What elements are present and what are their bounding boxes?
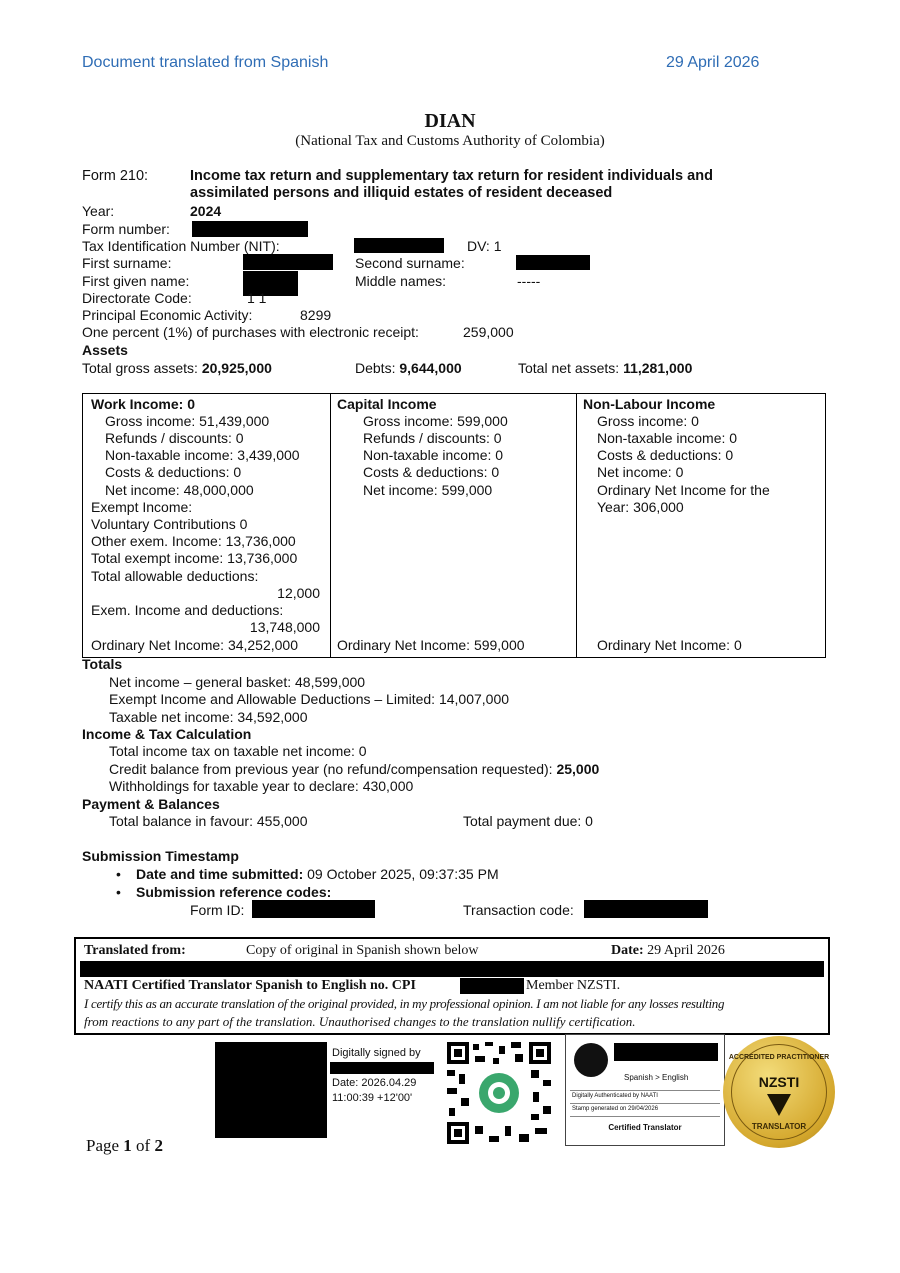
cert-date xyxy=(611,943,725,959)
work-costs: Costs & deductions: 0 xyxy=(105,464,242,480)
capital-net: Net income: 599,000 xyxy=(363,482,493,498)
capital-income-heading: Capital Income xyxy=(337,396,437,412)
total-income-tax: Total income tax on taxable net income: 0 xyxy=(109,743,367,759)
tax-calc-heading: Income & Tax Calculation xyxy=(82,726,252,742)
signature-redaction xyxy=(215,1042,327,1138)
activity-value: 8299 xyxy=(300,307,332,323)
transaction-label: Transaction code: xyxy=(463,902,574,918)
stamp-line-2: Stamp generated on 29/04/2026 xyxy=(572,1106,659,1112)
net-assets-value: 11,281,000 xyxy=(623,360,693,376)
form-number-label: Form number: xyxy=(82,221,170,237)
stamp-divider xyxy=(570,1103,720,1104)
debts-value: 9,644,000 xyxy=(399,360,462,376)
nonlabour-costs: Costs & deductions: 0 xyxy=(597,447,734,463)
stamp-footer: Certified Translator xyxy=(608,1123,682,1132)
naati-logo-icon xyxy=(574,1043,608,1077)
payment-due: Total payment due: 0 xyxy=(463,813,593,829)
dv-value: DV: 1 xyxy=(467,238,502,254)
withholdings: Withholdings for taxable year to declare: 430,000 xyxy=(109,778,414,794)
work-allowable-label: Total allowable deductions: xyxy=(91,568,259,584)
one-percent-label: One percent (1%) of purchases with electronic receipt: xyxy=(82,324,419,340)
credit-balance xyxy=(109,761,599,777)
form-title-line2: assimilated persons and illiquid estates of resident deceased xyxy=(190,185,613,201)
work-exem-ded-label: Exem. Income and deductions: xyxy=(91,602,284,618)
seal-emblem-icon xyxy=(767,1094,791,1116)
nzsti-member: Member NZSTI. xyxy=(526,978,621,993)
assets-heading: Assets xyxy=(82,342,128,358)
stamp-divider xyxy=(570,1116,720,1117)
work-income-heading: Work Income: 0 xyxy=(91,396,195,412)
work-allowable-value: 12,000 xyxy=(277,585,320,601)
submission-date-value: 09 October 2025, 09:37:35 PM xyxy=(307,866,499,882)
first-surname-label: First surname: xyxy=(82,255,172,271)
certify-line-1: I certify this as an accurate translation of the original provided, in my professional opinion. I am not liable for any losses resulting xyxy=(84,996,725,1011)
translation-note: Document translated from Spanish xyxy=(82,54,329,71)
year-label: Year: xyxy=(82,203,115,219)
work-other-exempt: Other exem. Income: 13,736,000 xyxy=(91,533,296,549)
signature-time: 11:00:39 +12'00' xyxy=(332,1092,413,1104)
totals-heading: Totals xyxy=(82,656,123,672)
nonlabour-ordinary-year-2: Year: 306,000 xyxy=(597,499,684,515)
stamp-language: Spanish > English xyxy=(624,1073,689,1082)
seal-center-text: NZSTI xyxy=(758,1074,800,1090)
translated-from-value: Copy of original in Spanish shown below xyxy=(246,943,479,958)
naati-stamp xyxy=(565,1034,725,1146)
activity-label: Principal Economic Activity: xyxy=(82,307,253,323)
redaction-block xyxy=(243,254,333,270)
submission-heading: Submission Timestamp xyxy=(82,848,239,864)
nonlabour-gross: Gross income: 0 xyxy=(597,413,699,429)
directorate-label: Directorate Code: xyxy=(82,290,192,306)
work-total-exempt: Total exempt income: 13,736,000 xyxy=(91,550,298,566)
nzsti-seal xyxy=(723,1036,835,1148)
page-number xyxy=(86,1136,163,1156)
redaction-block xyxy=(354,238,444,253)
seal-bottom-text: TRANSLATOR xyxy=(751,1122,807,1131)
credit-balance-label: Credit balance from previous year (no refund/compensation requested): xyxy=(109,761,557,777)
net-assets-label: Total net assets: xyxy=(518,360,624,376)
credit-balance-value: 25,000 xyxy=(556,761,600,777)
directorate-value: 1 1 xyxy=(247,290,267,306)
page-total: 2 xyxy=(154,1136,163,1155)
work-exem-ded-value: 13,748,000 xyxy=(249,619,320,635)
work-nontaxable: Non-taxable income: 3,439,000 xyxy=(105,447,300,463)
work-income-column xyxy=(83,394,331,657)
nonlabour-net: Net income: 0 xyxy=(597,464,684,480)
gross-assets-value: 20,925,000 xyxy=(201,360,272,376)
balance-favour: Total balance in favour: 455,000 xyxy=(109,813,308,829)
income-table xyxy=(82,393,826,658)
naati-line: NAATI Certified Translator Spanish to English no. CPI xyxy=(84,978,416,993)
net-assets xyxy=(518,360,692,376)
redaction-block xyxy=(584,900,708,918)
gross-assets-label: Total gross assets: xyxy=(82,360,202,376)
page-subtitle: (National Tax and Customs Authority of Colombia) xyxy=(295,133,605,149)
form-title-line1: Income tax return and supplementary tax return for resident individuals and xyxy=(190,168,713,184)
certification-box xyxy=(74,937,830,1035)
work-net: Net income: 48,000,000 xyxy=(105,482,254,498)
header-date: 29 April 2026 xyxy=(666,54,760,71)
work-gross: Gross income: 51,439,000 xyxy=(105,413,270,429)
redaction-block xyxy=(460,978,524,994)
form-id-label: Form ID: xyxy=(190,902,245,918)
page-current: 1 xyxy=(123,1136,132,1155)
one-percent-value: 259,000 xyxy=(463,324,514,340)
redaction-block xyxy=(192,221,308,237)
first-given-label: First given name: xyxy=(82,273,190,289)
stamp-line-1: Digitally Authenticated by NAATI xyxy=(572,1093,658,1099)
capital-nontaxable: Non-taxable income: 0 xyxy=(363,447,504,463)
cert-date-label: Date: xyxy=(611,943,644,958)
page-title: DIAN xyxy=(424,110,476,132)
payment-heading: Payment & Balances xyxy=(82,796,220,812)
debts-label: Debts: xyxy=(355,360,400,376)
signed-by: Digitally signed by xyxy=(332,1047,421,1059)
nonlabour-ordinary-year-1: Ordinary Net Income for the xyxy=(597,482,770,498)
nit-label: Tax Identification Number (NIT): xyxy=(82,238,280,254)
cert-date-value: 29 April 2026 xyxy=(643,943,725,958)
year-value: 2024 xyxy=(190,203,222,219)
submission-codes-label: Submission reference codes: xyxy=(136,884,332,900)
capital-income-column xyxy=(332,394,577,657)
capital-costs: Costs & deductions: 0 xyxy=(363,464,500,480)
signature-date: Date: 2026.04.29 xyxy=(332,1077,417,1089)
nonlabour-income-column xyxy=(578,394,825,657)
middle-names-value: ----- xyxy=(517,273,541,289)
work-refunds: Refunds / discounts: 0 xyxy=(105,430,244,446)
certify-line-2: from reactions to any part of the translation. Unauthorised changes to the translation nullify certification. xyxy=(84,1014,636,1029)
bullet-icon: • xyxy=(116,866,121,882)
redaction-block xyxy=(80,961,824,977)
page-of: of xyxy=(131,1136,155,1155)
stamp-divider xyxy=(570,1090,720,1091)
bullet-icon: • xyxy=(116,884,121,900)
middle-names-label: Middle names: xyxy=(355,273,447,289)
capital-ordinary: Ordinary Net Income: 599,000 xyxy=(337,637,525,653)
work-ordinary: Ordinary Net Income: 34,252,000 xyxy=(91,637,299,653)
page-label: Page xyxy=(86,1136,124,1155)
translated-from-label: Translated from: xyxy=(84,943,186,958)
totals-general: Net income – general basket: 48,599,000 xyxy=(109,674,366,690)
second-surname-label: Second surname: xyxy=(355,255,465,271)
capital-gross: Gross income: 599,000 xyxy=(363,413,508,429)
redaction-block xyxy=(516,255,590,270)
work-voluntary: Voluntary Contributions 0 xyxy=(91,516,248,532)
redaction-block xyxy=(243,271,298,291)
gross-assets xyxy=(82,360,272,376)
capital-refunds: Refunds / discounts: 0 xyxy=(363,430,502,446)
form-label: Form 210: xyxy=(82,168,149,184)
work-exempt-label: Exempt Income: xyxy=(91,499,193,515)
nonlabour-nontaxable: Non-taxable income: 0 xyxy=(597,430,738,446)
debts xyxy=(355,360,462,376)
submission-date xyxy=(136,866,499,882)
redaction-block xyxy=(330,1062,434,1074)
qr-code-icon xyxy=(445,1040,553,1146)
redaction-block xyxy=(252,900,375,918)
nonlabour-ordinary: Ordinary Net Income: 0 xyxy=(597,637,742,653)
seal-top-text: ACCREDITED PRACTITIONER xyxy=(728,1054,830,1061)
nonlabour-income-heading: Non-Labour Income xyxy=(583,396,716,412)
totals-exempt-limited: Exempt Income and Allowable Deductions – Limited: 14,007,000 xyxy=(109,691,510,707)
totals-taxable: Taxable net income: 34,592,000 xyxy=(109,709,308,725)
redaction-block xyxy=(614,1043,718,1061)
submission-date-label: Date and time submitted: xyxy=(136,866,308,882)
